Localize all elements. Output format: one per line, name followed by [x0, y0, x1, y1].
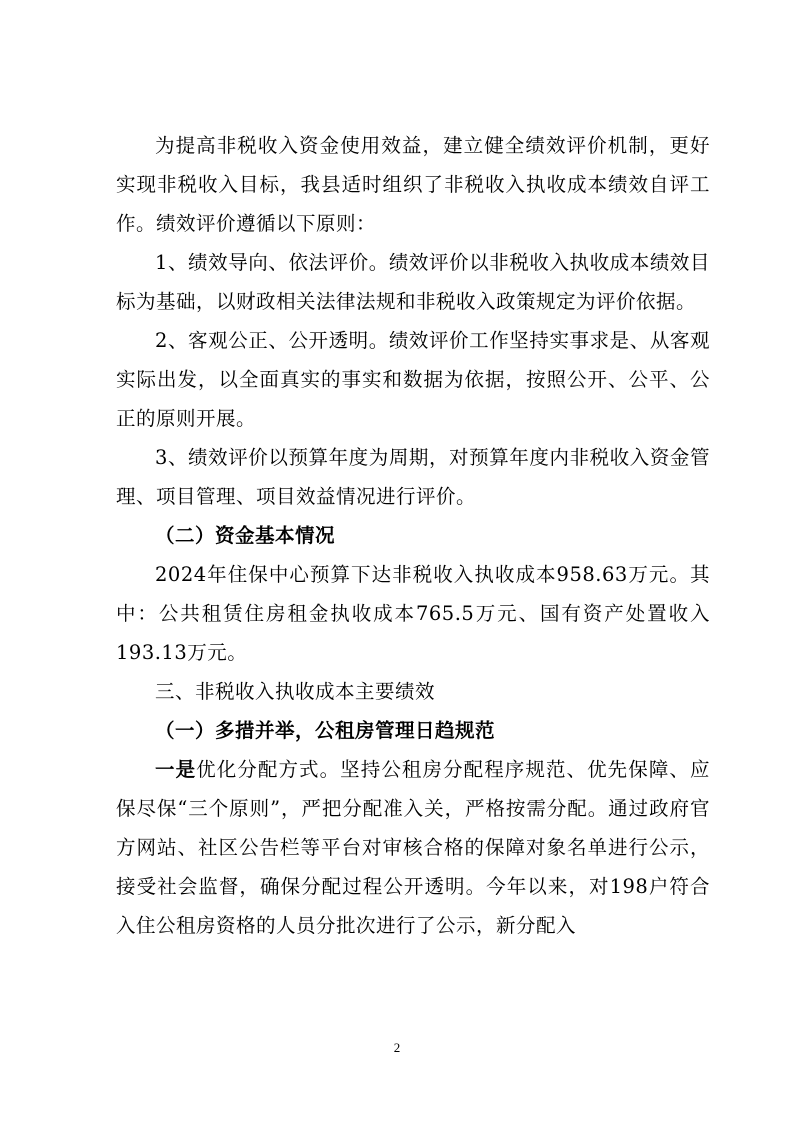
intro-paragraph: 为提高非税收入资金使用效益，建立健全绩效评价机制，更好实现非税收入目标，我县适时组织了非税收入执收成本绩效自评工作。绩效评价遵循以下原则： [116, 134, 710, 235]
measure-1-paragraph [116, 750, 710, 945]
heading-measures: （一）多措并举，公租房管理日趋规范 [155, 719, 496, 742]
measure-1-lead: 一是 [155, 758, 197, 781]
principle-2-paragraph: 2、客观公正、公开透明。绩效评价工作坚持实事求是、从客观实际出发，以全面真实的事实和数据为依据，按照公开、公平、公正的原则开展。 [116, 329, 710, 430]
principle-1-paragraph: 1、绩效导向、依法评价。绩效评价以非税收入执收成本绩效目标为基础，以财政相关法律法规和非税收入政策规定为评价依据。 [116, 251, 710, 313]
measure-1-body: 优化分配方式。坚持公租房分配程序规范、优先保障、应保尽保“三个原则”，严把分配准入关，严格按需分配。通过政府官方网站、社区公告栏等平台对审核合格的保障对象名单进行公示，接受社会监督，确保分配过程公开透明。今年以来，对198户符合入住公租房资格的人员分批次进行了公示，新分配入 [116, 758, 710, 937]
document-body [116, 126, 710, 945]
heading-section-three: 三、非税收入执收成本主要绩效 [155, 680, 436, 703]
page-number: 2 [393, 1040, 401, 1055]
funds-detail-paragraph: 2024年住保中心预算下达非税收入执收成本958.63万元。其中：公共租赁住房租金执收成本765.5万元、国有资产处置收入193.13万元。 [116, 563, 710, 664]
principle-3-paragraph: 3、绩效评价以预算年度为周期，对预算年度内非税收入资金管理、项目管理、项目效益情况进行评价。 [116, 446, 710, 508]
heading-funds-basic: （二）资金基本情况 [155, 524, 336, 547]
